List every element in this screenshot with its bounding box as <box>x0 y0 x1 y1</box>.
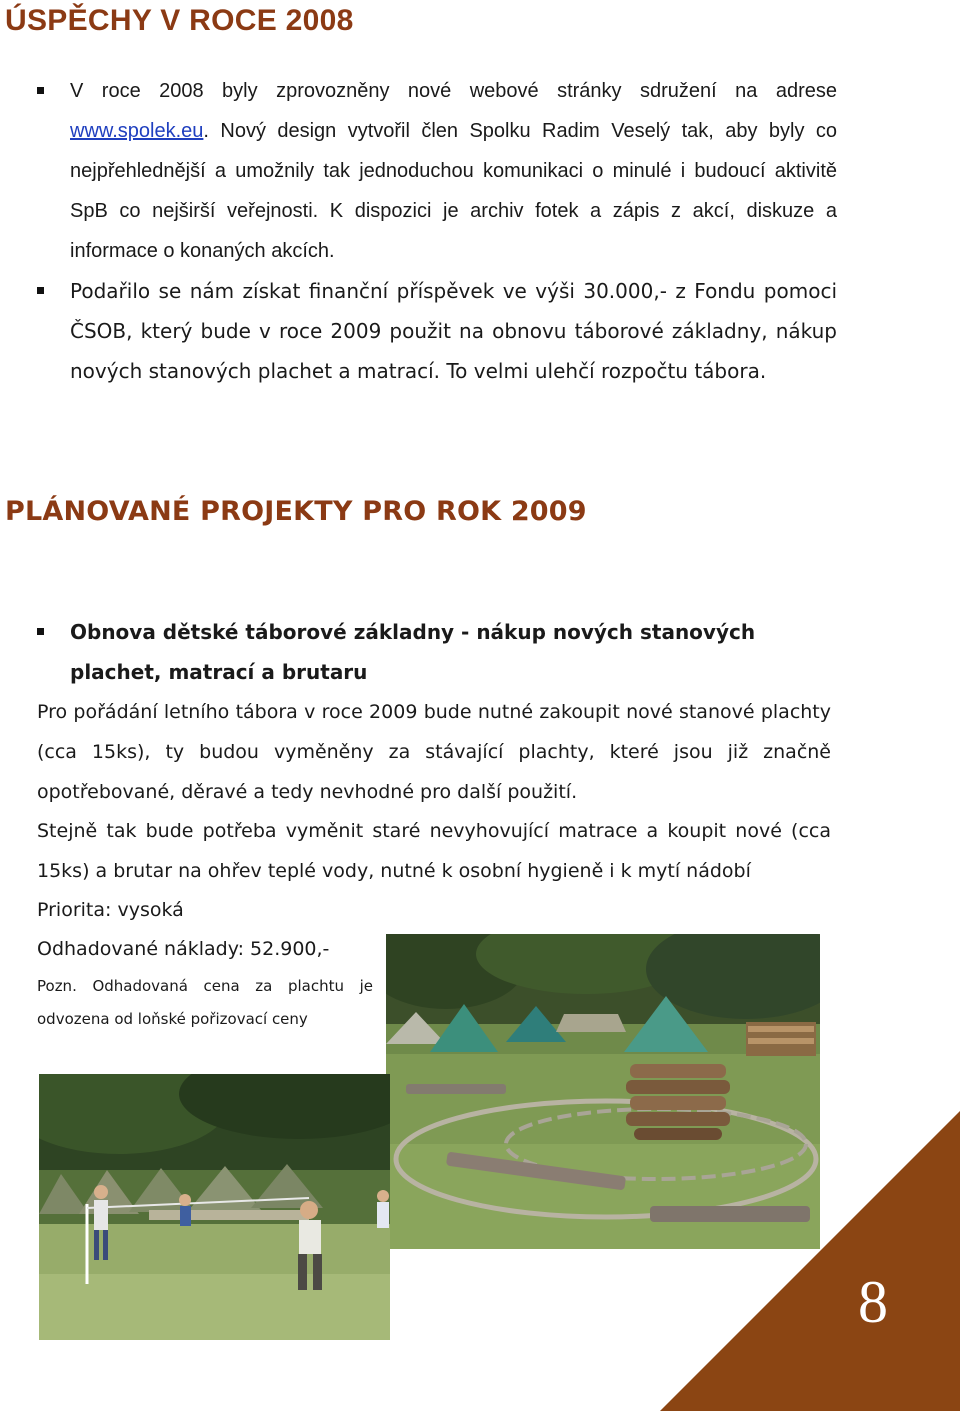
section-title-successes: ÚSPĚCHY V ROCE 2008 <box>5 4 354 37</box>
note-text: Odhadovaná cena za plachtu je odvozena od loňské pořizovací ceny <box>37 977 373 1028</box>
note-label: Pozn. <box>37 977 77 995</box>
section-title-planned-projects: PLÁNOVANÉ PROJEKTY PRO ROK 2009 <box>5 496 587 527</box>
bullet-text <box>70 71 837 271</box>
bullet-text: Podařilo se nám získat finanční příspěvek ve výši 30.000,- z Fondu pomoci ČSOB, který bude v roce 2009 použit na obnovu táborové základny, nákup nových stanových plachet a matrací. To velmi ulehčí rozpočtu tábora. <box>70 279 837 383</box>
list-item <box>37 612 837 692</box>
note <box>37 970 373 1036</box>
list-item <box>37 71 837 271</box>
website-link[interactable]: www.spolek.eu <box>70 120 204 142</box>
bullet-icon <box>37 87 44 94</box>
list-item <box>37 271 837 391</box>
project-title: Obnova dětské táborové základny - nákup nových stanových plachet, matrací a brutaru <box>70 620 756 684</box>
bullet-text-part: . Nový design vytvořil člen Spolku Radim Veselý tak, aby byly co nejpřehlednější a umožnily tak jednoduchou komunikaci o minulé i budoucí aktivitě SpB co nejširší veřejnosti. K dispozici je archiv fotek a zápis z akcí, diskuze a informace o konaných akcích. <box>70 120 837 262</box>
page-number: 8 <box>858 1269 888 1335</box>
bullet-text-part: V roce 2008 byly zprovozněny nové webové stránky sdružení na adrese <box>70 80 837 102</box>
bullet-icon <box>37 287 44 294</box>
project-paragraph-1: Pro pořádání letního tábora v roce 2009 bude nutné zakoupit nové stanové plachty (cca 15ks), ty budou vyměněny za stávající plachty, které jsou již značně opotřebované, děravé a tedy nevhodné pro další použití. <box>37 701 831 803</box>
page-corner-decoration <box>660 1111 960 1411</box>
project-paragraph-2: Stejně tak bude potřeba vyměnit staré nevyhovující matrace a koupit nové (cca 15ks) a brutar na ohřev teplé vody, nutné k osobní hygieně i k mytí nádobí <box>37 820 831 882</box>
priority-text: Priorita: vysoká <box>37 899 184 921</box>
badminton-photo-image <box>39 1074 390 1340</box>
bullet-icon <box>37 628 44 635</box>
badminton-photo <box>39 1074 390 1340</box>
cost-text: Odhadované náklady: 52.900,- <box>37 938 330 960</box>
